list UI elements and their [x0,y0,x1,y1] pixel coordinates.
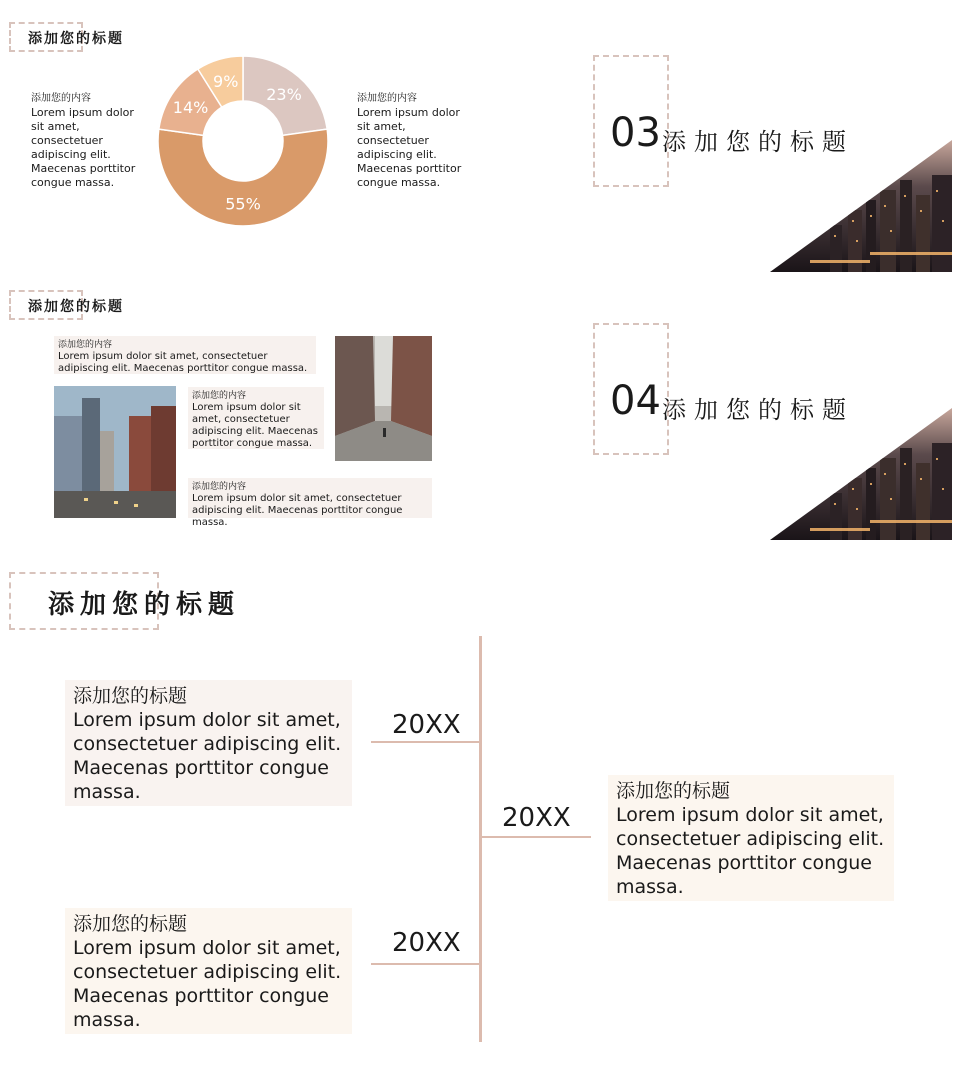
panel2-bottom-text [188,478,432,528]
section-number: 04 [610,378,661,424]
panel2-title: 添加您的标题 [28,299,124,315]
panel2-top-text [54,336,316,374]
timeline-title: 添加您的标题 [48,590,241,620]
city-street-photo [54,386,176,518]
text-heading: 添加您的内容 [357,93,417,104]
panel1-title: 添加您的标题 [28,31,124,47]
text-heading: 添加您的内容 [58,340,113,350]
timeline-axis [479,636,482,1042]
section-title: 添加您的标题 [662,128,854,156]
text-heading: 添加您的内容 [192,391,247,401]
text-body: Lorem ipsum dolor sit amet, consectetuer adipiscing elit. Maecenas porttitor congue massa. [192,493,403,528]
slice-label: 55% [225,194,261,214]
card-body: Lorem ipsum dolor sit amet, consectetuer adipiscing elit. Maecenas porttitor congue massa. [73,937,342,1031]
text-body: Lorem ipsum dolor sit amet, consectetuer adipiscing elit. Maecenas porttitor congue massa. [31,106,136,189]
street-photo [335,336,432,461]
card-heading: 添加您的标题 [73,685,188,707]
donut-chart [155,53,331,229]
text-heading: 添加您的内容 [31,93,91,104]
city-photo-triangle [770,408,952,540]
card-heading: 添加您的标题 [73,913,188,935]
card-body: Lorem ipsum dolor sit amet, consectetuer adipiscing elit. Maecenas porttitor congue massa. [73,709,342,803]
text-body: Lorem ipsum dolor sit amet, consectetuer adipiscing elit. Maecenas porttitor congue massa. [357,106,462,189]
card-heading: 添加您的标题 [616,780,731,802]
connector-line [371,963,481,965]
panel2-mid-text [188,387,324,449]
timeline-card [65,908,352,1034]
text-heading: 添加您的内容 [192,482,247,492]
panel1-left-text [31,92,147,190]
connector-line [371,741,481,743]
panel1-right-text [357,92,473,190]
city-photo-triangle [770,140,952,272]
section-number: 03 [610,110,661,156]
timeline-year: 20XX [392,928,461,958]
connector-line [481,836,591,838]
text-body: Lorem ipsum dolor sit amet, consectetuer adipiscing elit. Maecenas porttitor congue massa. [192,402,318,449]
card-body: Lorem ipsum dolor sit amet, consectetuer adipiscing elit. Maecenas porttitor congue massa. [616,804,885,898]
timeline-card [608,775,894,901]
slice-label: 9% [213,71,239,91]
timeline-card [65,680,352,806]
section-title: 添加您的标题 [662,396,854,424]
text-body: Lorem ipsum dolor sit amet, consectetuer adipiscing elit. Maecenas porttitor congue massa. [58,351,308,374]
slice-label: 23% [266,84,302,104]
slice-label: 14% [172,97,209,117]
timeline-year: 20XX [502,803,571,833]
timeline-year: 20XX [392,710,461,740]
